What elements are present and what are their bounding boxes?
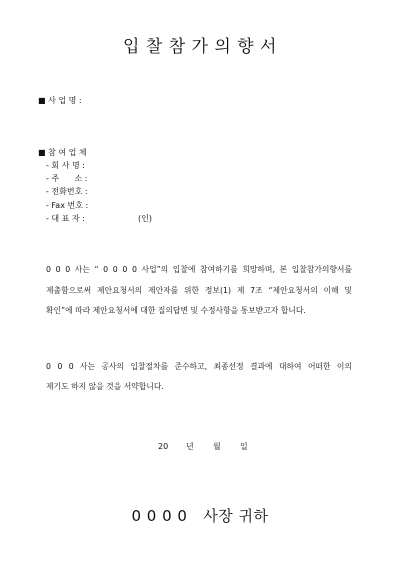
paragraph-line: 제출함으로써 제안요청서의 제안자를 위한 정보(1) 제 7조 “제안요청서의 이해 및 bbox=[46, 286, 352, 295]
date-year-unit: 년 bbox=[186, 442, 194, 451]
paragraph-line: 제기도 하지 않을 것을 서약합니다. bbox=[46, 382, 164, 391]
date-year-prefix: 20 bbox=[158, 442, 169, 451]
representative-field-label: - 대 표 자 : bbox=[46, 214, 85, 223]
paragraph-line: 확인”에 따라 제안요청서에 대한 질의답변 및 수정사항을 통보받고자 합니다. bbox=[46, 306, 306, 315]
phone-field-label: - 전화번호 : bbox=[46, 187, 88, 196]
document-title: 입 찰 참 가 의 향 서 bbox=[123, 37, 277, 57]
seal-placeholder: (인) bbox=[138, 214, 152, 223]
participant-heading: ■ 참 여 업 체 bbox=[38, 148, 87, 157]
date-day-unit: 일 bbox=[240, 442, 248, 451]
fax-field-label: - Fax 번호 : bbox=[46, 201, 89, 210]
addressee: 0 0 0 0 사장 귀하 bbox=[131, 507, 269, 525]
paragraph-line: 0 0 0 사는 공사의 입찰절차를 준수하고, 최종선정 결과에 대하여 어떠한 이의 bbox=[46, 362, 352, 371]
business-name-label: ■ 사 업 명 : bbox=[38, 96, 82, 105]
paragraph-line: 0 0 0 사는 “ 0 0 0 0 사업”의 입찰에 참여하기를 희망하며, 본 입찰참가의향서를 bbox=[46, 265, 352, 274]
address-field-label: - 주 소 : bbox=[46, 174, 88, 183]
date-month-unit: 월 bbox=[213, 442, 221, 451]
company-name-field-label: - 회 사 명 : bbox=[46, 161, 85, 170]
